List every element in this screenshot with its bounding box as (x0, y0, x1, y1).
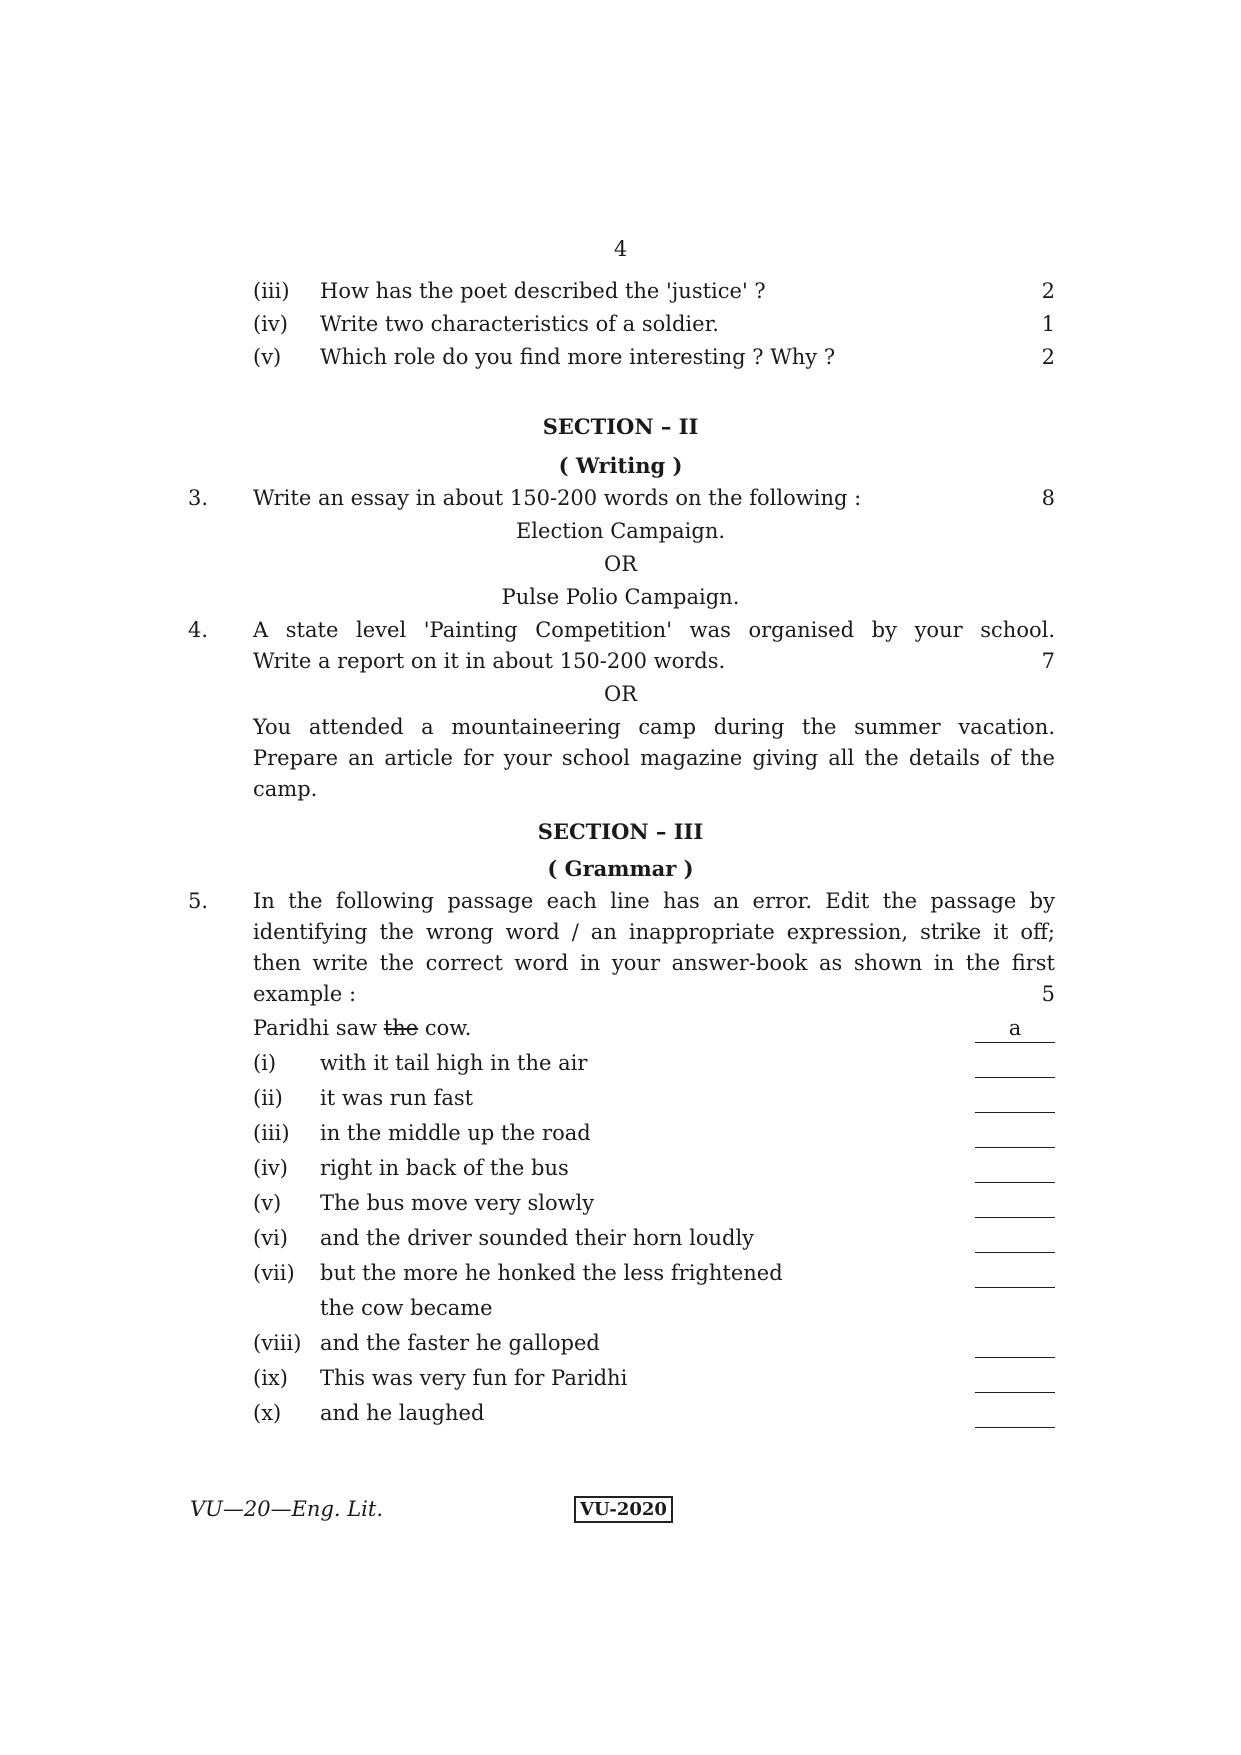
item-label: (iv) (253, 312, 288, 336)
item-label: (iii) (253, 279, 290, 303)
passage-line: it was run fast (320, 1086, 474, 1110)
footer-paper-code: VU—20—Eng. Lit. (190, 1497, 384, 1521)
item-text: How has the poet described the 'justice' ? (320, 279, 766, 303)
page-number: 4 (613, 237, 628, 261)
section3-title: SECTION – III (537, 819, 704, 844)
essay-option: Pulse Polio Campaign. (501, 585, 740, 609)
answer-blank (975, 1147, 1055, 1148)
passage-line: the cow became (320, 1296, 493, 1320)
passage-line: right in back of the bus (320, 1156, 569, 1180)
item-label: (v) (253, 345, 282, 369)
item-label: (vi) (253, 1226, 288, 1250)
footer-code-box: VU-2020 (574, 1496, 673, 1523)
example-text-before: Paridhi saw (253, 1016, 384, 1040)
passage-line: but the more he honked the less frightened (320, 1261, 783, 1285)
question-number: 5. (188, 889, 209, 913)
answer-blank (975, 1182, 1055, 1183)
question-marks: 5 (1041, 982, 1055, 1006)
item-marks: 1 (1041, 312, 1055, 336)
answer-blank (975, 1217, 1055, 1218)
item-label: (viii) (253, 1331, 302, 1355)
passage-line: with it tail high in the air (320, 1051, 588, 1075)
question-number: 4. (188, 618, 209, 642)
question-text-line: example : (253, 982, 357, 1006)
item-label: (x) (253, 1401, 282, 1425)
item-label: (ix) (253, 1366, 288, 1390)
question-marks: 7 (1041, 649, 1055, 673)
answer-blank (975, 1077, 1055, 1078)
answer-blank (975, 1042, 1055, 1043)
answer-blank (975, 1252, 1055, 1253)
passage-line: and the driver sounded their horn loudly (320, 1226, 755, 1250)
passage-line: This was very fun for Paridhi (320, 1366, 628, 1390)
question-text-line: A state level 'Painting Competition' was organised by your school. (253, 618, 1055, 642)
passage-line: The bus move very slowly (320, 1191, 595, 1215)
example-text-after: cow. (418, 1016, 472, 1040)
essay-option: Election Campaign. (515, 519, 726, 543)
item-text: Which role do you find more interesting ? Why ? (320, 345, 836, 369)
question-text: Write an essay in about 150-200 words on the following : (253, 486, 862, 510)
question-text-line: You attended a mountaineering camp during the summer vacation. (253, 715, 1055, 739)
question-text-line: Write a report on it in about 150-200 words. (253, 649, 726, 673)
or-separator: OR (603, 552, 638, 576)
item-text: Write two characteristics of a soldier. (320, 312, 719, 336)
passage-line: in the middle up the road (320, 1121, 591, 1145)
answer-blank (975, 1392, 1055, 1393)
question-text-line: camp. (253, 777, 318, 801)
answer-blank (975, 1427, 1055, 1428)
section2-title: SECTION – II (542, 414, 699, 439)
question-marks: 8 (1041, 486, 1055, 510)
item-marks: 2 (1041, 345, 1055, 369)
question-text-line: then write the correct word in your answer-book as shown in the first (253, 951, 1055, 975)
question-text-line: Prepare an article for your school magazine giving all the details of the (253, 746, 1055, 770)
answer-blank (975, 1112, 1055, 1113)
question-text-line: identifying the wrong word / an inappropriate expression, strike it off; (253, 920, 1055, 944)
or-separator: OR (603, 682, 638, 706)
example-answer: a (1008, 1016, 1022, 1040)
example-struck-word: the (383, 1016, 419, 1040)
answer-blank (975, 1357, 1055, 1358)
item-label: (v) (253, 1191, 282, 1215)
item-label: (ii) (253, 1086, 283, 1110)
section2-subtitle: ( Writing ) (558, 453, 683, 478)
example-line (253, 1016, 471, 1040)
question-number: 3. (188, 486, 209, 510)
section3-subtitle: ( Grammar ) (547, 856, 694, 881)
passage-line: and the faster he galloped (320, 1331, 600, 1355)
item-label: (iii) (253, 1121, 290, 1145)
item-label: (i) (253, 1051, 277, 1075)
question-text-line: In the following passage each line has an error. Edit the passage by (253, 889, 1055, 913)
item-marks: 2 (1041, 279, 1055, 303)
item-label: (iv) (253, 1156, 288, 1180)
passage-line: and he laughed (320, 1401, 485, 1425)
item-label: (vii) (253, 1261, 295, 1285)
answer-blank (975, 1287, 1055, 1288)
